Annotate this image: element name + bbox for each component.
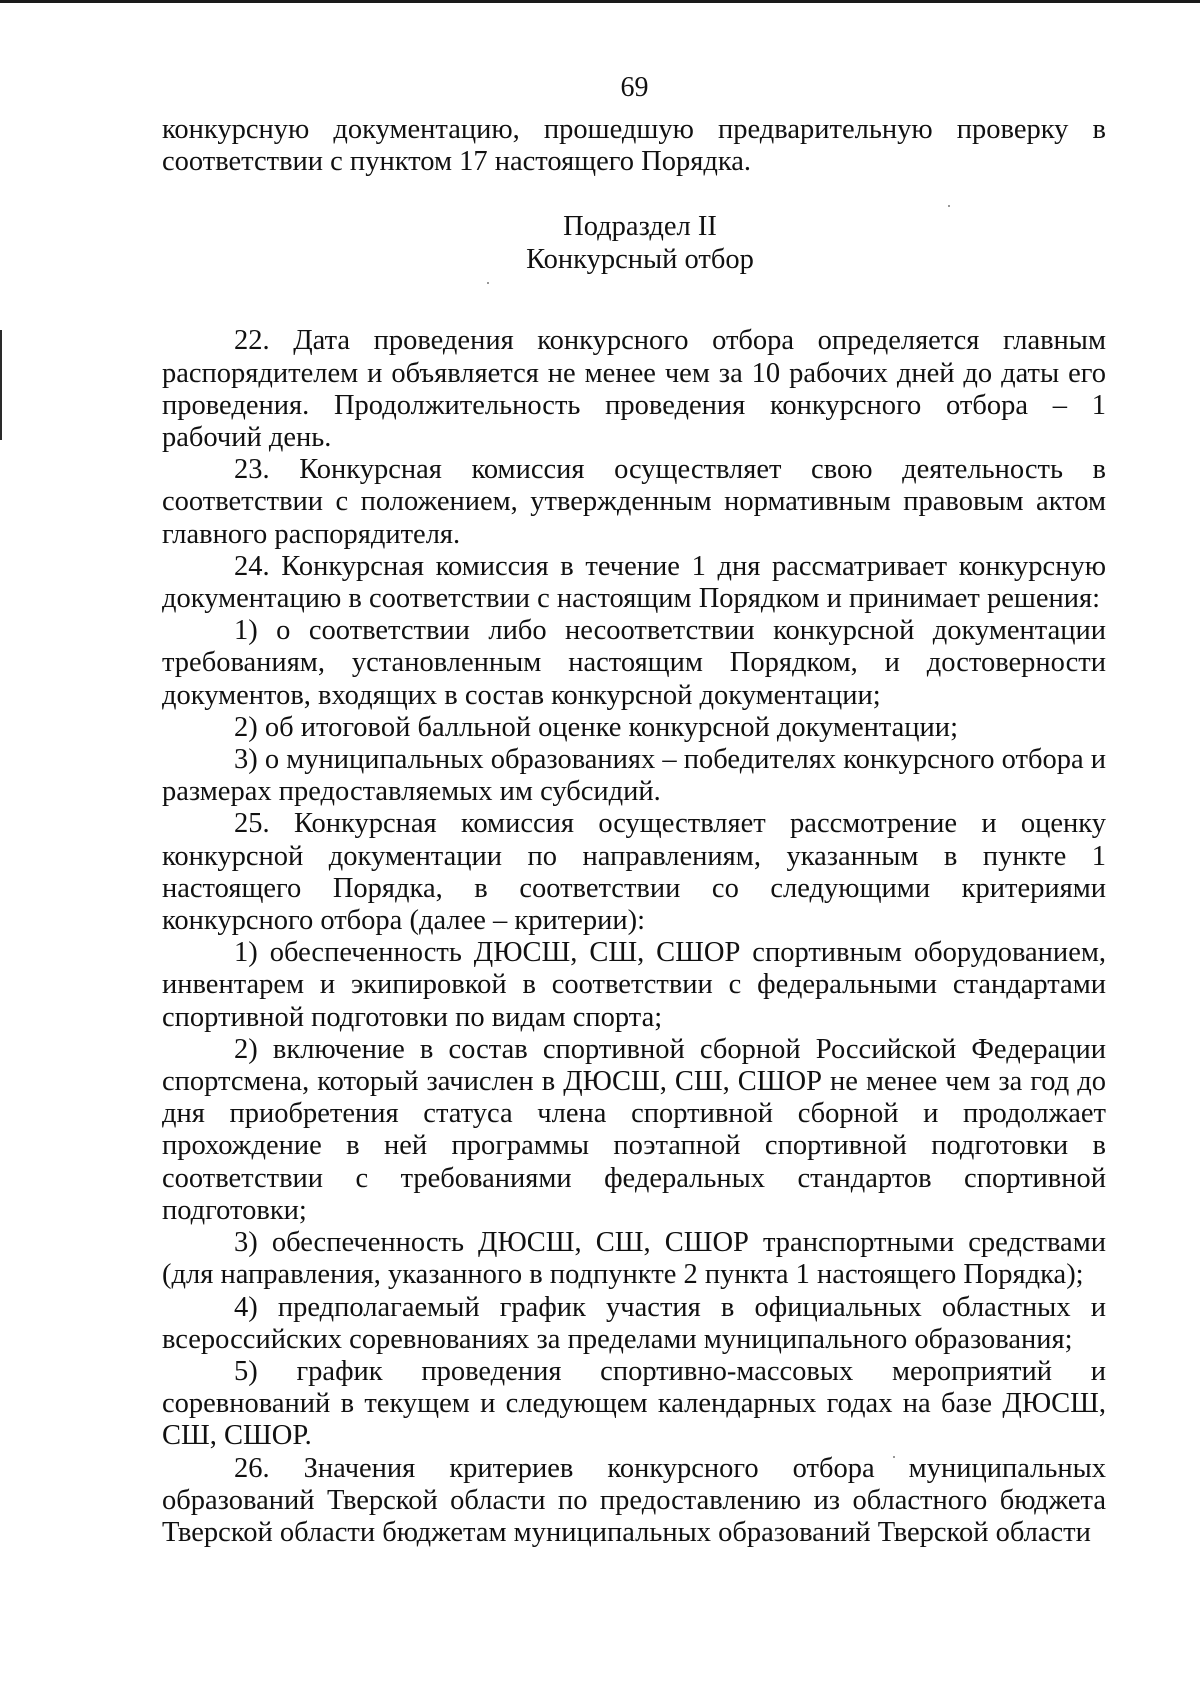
- page-number: 69: [620, 72, 649, 103]
- subsection-title: Конкурсный отбор: [526, 244, 754, 276]
- paragraph-23: 23. Конкурсная комиссия осуществляет свою деятельность в соответствии с положением, утвержденным нормативным правовым актом главного распорядителя.: [162, 454, 1106, 550]
- paragraph-25: 25. Конкурсная комиссия осуществляет рассмотрение и оценку конкурсной документации по направлениям, указанным в пункте 1 настоящего Порядка, в соответствии со следующими критериями конкурсного отбора (далее – критерии):: [162, 808, 1106, 937]
- paragraph-25-item-4: 4) предполагаемый график участия в официальных областных и всероссийских соревнованиях за пределами муниципального образования;: [162, 1291, 1106, 1355]
- paragraph-25-item-5: 5) график проведения спортивно-массовых мероприятий и соревнований в текущем и следующем календарных годах на базе ДЮСШ, СШ, СШОР.: [162, 1355, 1106, 1452]
- paragraph-24-item-1: 1) о соответствии либо несоответствии конкурсной документации требованиям, установленным настоящим Порядком, и достоверности документов, входящих в состав конкурсной документации;: [162, 615, 1106, 711]
- intro-paragraph: конкурсную документацию, прошедшую предварительную проверку в соответствии с пунктом 17 настоящего Порядка.: [162, 114, 1106, 178]
- paragraph-24: 24. Конкурсная комиссия в течение 1 дня рассматривает конкурсную документацию в соответствии с настоящим Порядком и принимает решения:: [162, 550, 1106, 615]
- paragraph-25-item-2: 2) включение в состав спортивной сборной Российской Федерации спортсмена, который зачислен в ДЮСШ, СШ, СШОР не менее чем за год до дня приобретения статуса члена спортивной сборной и продолжает прохождение в ней программы поэтапной спортивной подготовки в соответствии с требованиями федеральных стандартов спортивной подготовки;: [162, 1033, 1106, 1226]
- paragraph-24-item-2: 2) об итоговой балльной оценке конкурсной документации;: [234, 711, 958, 743]
- paragraph-22: 22. Дата проведения конкурсного отбора определяется главным распорядителем и объявляется не менее чем за 10 рабочих дней до даты его проведения. Продолжительность проведения конкурсного отбора – 1 рабочий день.: [162, 325, 1106, 454]
- paragraph-25-item-1: 1) обеспеченность ДЮСШ, СШ, СШОР спортивным оборудованием, инвентарем и экипировкой в соответствии с федеральными стандартами спортивной подготовки по видам спорта;: [162, 937, 1106, 1033]
- document-page: [162, 68, 1106, 1549]
- scan-border-top: [0, 0, 1200, 3]
- subsection-label: Подраздел II: [563, 211, 717, 243]
- paragraph-25-item-3: 3) обеспеченность ДЮСШ, СШ, СШОР транспортными средствами (для направления, указанного в подпункте 2 пункта 1 настоящего Порядка);: [162, 1227, 1106, 1291]
- subsection-heading: [162, 210, 1106, 276]
- paragraph-24-item-3: 3) о муниципальных образованиях – победителях конкурсного отбора и размерах предоставляемых им субсидий.: [162, 744, 1106, 808]
- paragraph-26: 26. Значения критериев конкурсного отбора муниципальных образований Тверской области по предоставлению из областного бюджета Тверской области бюджетам муниципальных образований Тверской области: [162, 1452, 1106, 1548]
- scan-border-left: [0, 330, 2, 440]
